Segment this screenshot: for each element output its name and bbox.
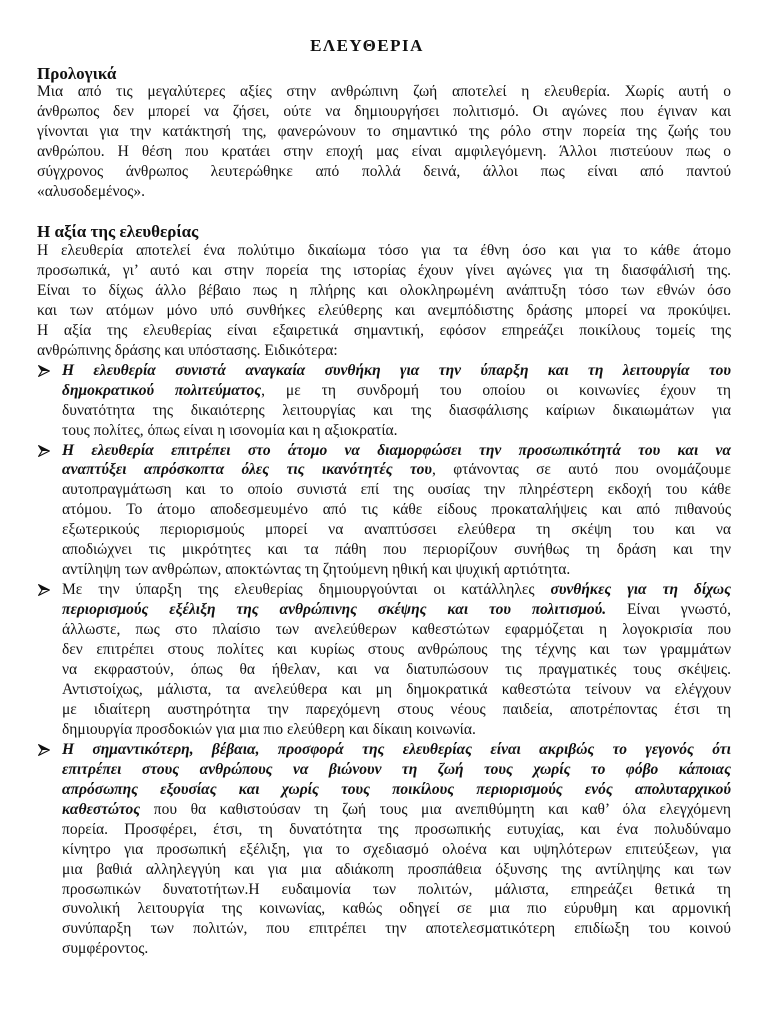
bullet-item — [37, 441, 731, 581]
emphasized-text: περιορισμούς εξέλιξη της ανθρώπινης σκέψης και του πολιτισμού. — [62, 601, 607, 619]
emphasized-text: απρόσωπης εξουσίας και χωρίς τους ποικίλους περιορισμούς ενός απολυταρχικού — [62, 780, 731, 798]
bullet-line — [62, 800, 731, 820]
paragraph-line: «αλυσοδεμένος». — [37, 182, 146, 200]
bullet-line: συνύπαρξη των πολιτών, που επιτρέπει την αποτελεσματικότερη επιδίωξη του κοινού — [62, 920, 731, 938]
paragraph-line: και των ατόμων μόνο υπό συνθήκες ελεύθερης και ανεμπόδιστης δράσης μπορεί να προκύψει. — [37, 301, 731, 319]
paragraph-line: γίνονται για την κατάκτησή της, φανερώνουν το σημαντικό της ρόλο στην πορεία της ζωής του — [37, 122, 731, 140]
bullet-item — [37, 740, 731, 959]
paragraph-line: σύγχρονος άνθρωπος λευτερώθηκε από πολλά δεινά, άλλοι πως είναι από παντού — [37, 162, 731, 180]
arrowhead-bullet-icon — [38, 584, 50, 596]
paragraph-line: ανθρώπινης δράσης και υπόστασης. Ειδικότερα: — [37, 341, 338, 359]
bullet-line — [62, 740, 731, 760]
bullet-line — [62, 441, 731, 461]
bullet-line: αποδιώχνει τις μικρότητες και τα πάθη που περιορίζουν συνήθως τη δράση και την — [62, 541, 731, 559]
bullet-line: δημιουργία προσδοκιών για μια πιο ελεύθερη και δίκαιη κοινωνία. — [62, 720, 476, 738]
prologue-paragraph — [37, 82, 731, 202]
text-segment: , φτάνοντας σε αυτό που ονομάζουμε — [431, 461, 731, 479]
paragraph-line: προσωπικά, γι’ αυτό και στην πορεία της ιστορίας έχουν γίνει αγώνες για τη διασφάλισή της. — [37, 261, 731, 279]
section-heading-value-of-freedom: Η αξία της ελευθερίας — [37, 222, 199, 241]
paragraph-line: Μια από τις μεγαλύτερες αξίες στην ανθρώπινη ζωή αποτελεί η ελευθερία. Χωρίς αυτή ο — [37, 83, 731, 100]
paragraph-line: Η ελευθερία αποτελεί ένα πολύτιμο δικαίωμα τόσο για τα έθνη όσο και για το κάθε άτομο — [37, 242, 731, 259]
emphasized-text: δημοκρατικού πολιτεύματος — [62, 381, 262, 399]
arrowhead-bullet-icon — [38, 445, 50, 457]
bullet-line: συμφέροντος. — [62, 940, 149, 958]
bullet-line: προσωπικών δυνατοτήτων.Η ευδαιμονία των πολιτών, μάλιστα, επηρεάζει θετικά τη — [62, 880, 731, 898]
emphasized-text: αναπτύξει απρόσκοπτα όλες τις ικανότητές του — [62, 461, 432, 479]
bullet-line — [62, 780, 731, 800]
emphasized-text: συνθήκες για τη δίχως — [550, 581, 732, 599]
bullet-line: δυνατότητα της δικαιότερης λειτουργίας και της διασφάλισης καίριων δικαιωμάτων για — [62, 401, 731, 419]
bullet-line: μια βαθιά αλληλεγγύη και για μια αδιάκοπη προσπάθεια όξυνσης της αντίληψης και των — [62, 860, 731, 878]
bullet-line: πορεία. Προσφέρει, έτσι, τη δυνατότητα της προσωπικής ευτυχίας, και ένα πολυδύναμο — [62, 820, 731, 838]
bullet-line: δεν επιτρέπει στους πολίτες και κυρίως στους ανθρώπους της τέχνης και των γραμμάτων — [62, 641, 731, 659]
bullet-line: να εκφραστούν, όπως θα ήθελαν, και να διατυπώσουν τις πραγματικές τους σκέψεις. — [62, 661, 731, 679]
bullet-line: αντίληψη των ανθρώπων, αποκτώντας τη ζητούμενη ηθική και ψυχική αρτιότητα. — [62, 561, 571, 579]
bullet-line: τους πολίτες, όπως είναι η ισονομία και η αξιοκρατία. — [62, 421, 398, 439]
bullet-line — [62, 460, 731, 480]
bullet-line: κίνητρο για προσωπική εξέλιξη, για το σχεδιασμό ολοένα και υψηλότερων επιτεύξεων, για — [62, 840, 731, 858]
bullet-line: συνολική λειτουργία της κοινωνίας, καθώς οδηγεί σε μια πιο εύρυθμη και αρμονική — [62, 900, 731, 918]
bullet-line — [62, 760, 731, 780]
paragraph-line: ανθρώπου. Η θέση που κρατάει στην εποχή μας είναι αμφιλεγόμενη. Άλλοι πιστεύουν πως ο — [37, 142, 731, 160]
bullet-line: ατόμου. Το άτομο αποδεσμευμένο από τις κάθε είδους προκαταλήψεις και από πιθανούς — [62, 501, 731, 519]
text-segment: , με τη συνδρομή του οποίου οι κοινωνίες έχουν τη — [261, 381, 731, 399]
paragraph-line: άνθρωπος δεν μπορεί να ζήσει, ούτε να δημιουργήσει πολιτισμό. Οι αγώνες που έγιναν και — [37, 102, 731, 120]
emphasized-text: Η ελευθερία συνιστά αναγκαία συνθήκη για την ύπαρξη και τη λειτουργία του — [62, 361, 731, 379]
bullet-line: αυτοπραγμάτωση και το οποίο συνιστά επί της ουσίας την πληρέστερη εκδοχή του κάθε — [62, 481, 731, 499]
text-segment: που θα καθιστούσαν τη ζωή τους μια ανεπιθύμητη και καθ’ όλα ελεγχόμενη — [140, 800, 731, 818]
bullet-line — [62, 361, 731, 381]
bullet-line — [62, 600, 731, 620]
section-heading-prologue: Προλογικά — [37, 64, 117, 83]
emphasized-text: επιτρέπει στους ανθρώπους να βιώνουν τη ζωή τους χωρίς το φόβο κάποιας — [62, 760, 731, 778]
arrowhead-bullet-icon — [38, 744, 50, 756]
emphasized-text: καθεστώτος — [62, 800, 141, 818]
emphasized-text: Η ελευθερία επιτρέπει στο άτομο να διαμορφώσει την προσωπικότητά του και να — [62, 441, 731, 459]
value-of-freedom-paragraph — [37, 241, 731, 361]
text-segment: Είναι γνωστό, — [606, 601, 731, 619]
bullet-line: άλλωστε, πως στο πλαίσιο των ανελεύθερων καθεστώτων εφαρμόζεται η λογοκρισία που — [62, 621, 731, 639]
value-of-freedom-section — [37, 241, 731, 959]
paragraph-line: Είναι το δίχως άλλο βέβαιο πως η πλήρης και ολοκληρωμένη ανάπτυξη τόσο των εθνών όσο — [37, 281, 731, 299]
bullet-line: Αντιστοίχως, μάλιστα, τα ανελεύθερα και μη δημοκρατικά καθεστώτα τείνουν να ελέγχουν — [62, 680, 731, 698]
bullet-line — [62, 580, 731, 600]
emphasized-text: Η σημαντικότερη, βέβαια, προσφορά της ελευθερίας είναι ακριβώς το γεγονός ότι — [62, 740, 731, 758]
document-title: ΕΛΕΥΘΕΡΙΑ — [310, 36, 424, 55]
bullet-line: εξωτερικούς περιορισμούς μπορεί να αναπτύσσει ελεύθερα τη σκέψη του και να — [62, 521, 731, 539]
bullet-item — [37, 361, 731, 441]
bullet-line — [62, 381, 731, 401]
bullet-line: με ιδιαίτερη αυστηρότητα την παρεχόμενη στους νέους παιδεία, αποτρέποντας έτσι τη — [62, 700, 731, 718]
arrowhead-bullet-icon — [38, 365, 50, 377]
bullet-item — [37, 580, 731, 740]
text-segment: Με την ύπαρξη της ελευθερίας δημιουργούνται οι κατάλληλες — [62, 581, 551, 599]
paragraph-line: Η αξία της ελευθερίας είναι εξαιρετικά σημαντική, εφόσον επηρεάζει ποικίλους τομείς της — [37, 321, 731, 339]
